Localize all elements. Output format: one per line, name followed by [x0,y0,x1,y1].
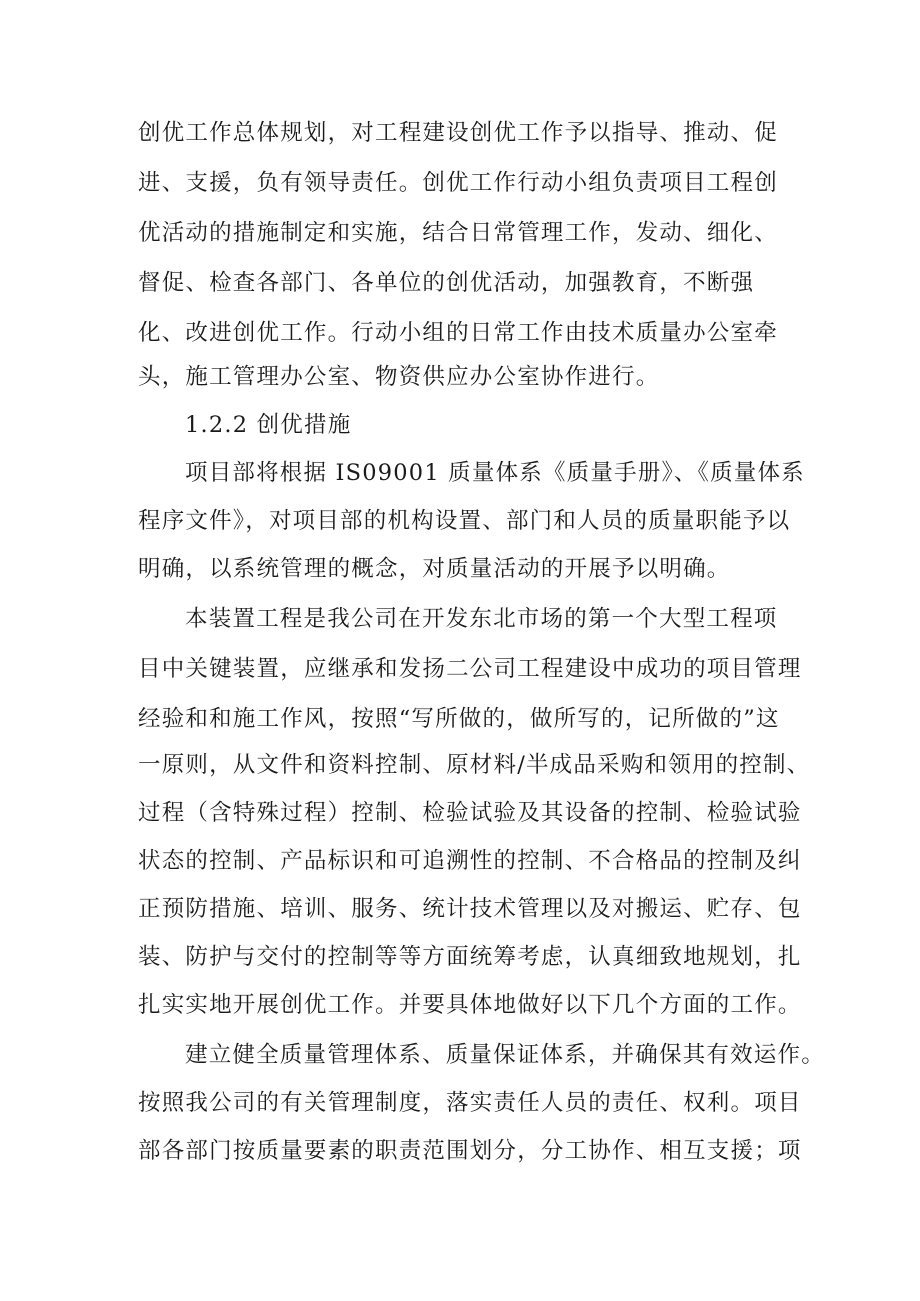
body-text-line: 部各部门按质量要素的职责范围划分，分工协作、相互支援；项 [138,1138,802,1164]
body-text-line: 头，施工管理办公室、物资供应办公室协作进行。 [138,364,660,390]
paragraph-first-line: 项目部将根据 IS09001 质量体系《质量手册》、《质量体系 [185,460,805,486]
body-text-line: 目中关键装置，应继承和发扬二公司工程建设中成功的项目管理 [138,656,802,682]
body-text-line: 化、改进创优工作。行动小组的日常工作由技术质量办公室牵 [138,320,778,346]
body-text-line: 进、支援，负有领导责任。创优工作行动小组负责项目工程创 [138,170,778,196]
body-text-line: 按照我公司的有关管理制度，落实责任人员的责任、权利。项目 [138,1090,802,1116]
body-text-line: 督促、检查各部门、各单位的创优活动，加强教育，不断强 [138,270,755,296]
body-text-line: 状态的控制、产品标识和可追溯性的控制、不合格品的控制及纠 [138,848,802,874]
body-text-line: 正预防措施、培训、服务、统计技术管理以及对搬运、贮存、包 [138,896,802,922]
body-text-line: 程序文件》，对项目部的机构设置、部门和人员的质量职能予以 [138,508,791,534]
paragraph-first-line: 本装置工程是我公司在开发东北市场的第一个大型工程项 [185,606,778,632]
body-text-line: 优活动的措施制定和实施，结合日常管理工作，发动、细化、 [138,220,778,246]
paragraph-first-line: 建立健全质量管理体系、质量保证体系，并确保其有效运作。 [185,1042,825,1068]
body-text-line: 扎实实地开展创优工作。并要具体地做好以下几个方面的工作。 [138,992,802,1018]
body-text-line: 创优工作总体规划，对工程建设创优工作予以指导、推动、促 [138,120,778,146]
body-text-line: 装、防护与交付的控制等等方面统筹考虑，认真细致地规划，扎 [138,944,802,970]
body-text-line: 明确，以系统管理的概念，对质量活动的开展予以明确。 [138,556,731,582]
section-heading: 1.2.2 创优措施 [185,412,352,438]
body-text-line: 经验和和施工作风，按照“写所做的，做所写的，记所做的”这 [138,706,780,732]
body-text-line: 过程（含特殊过程）控制、检验试验及其设备的控制、检验试验 [138,800,802,826]
body-text-line: 一原则，从文件和资料控制、原材料/半成品采购和领用的控制、 [138,752,811,778]
